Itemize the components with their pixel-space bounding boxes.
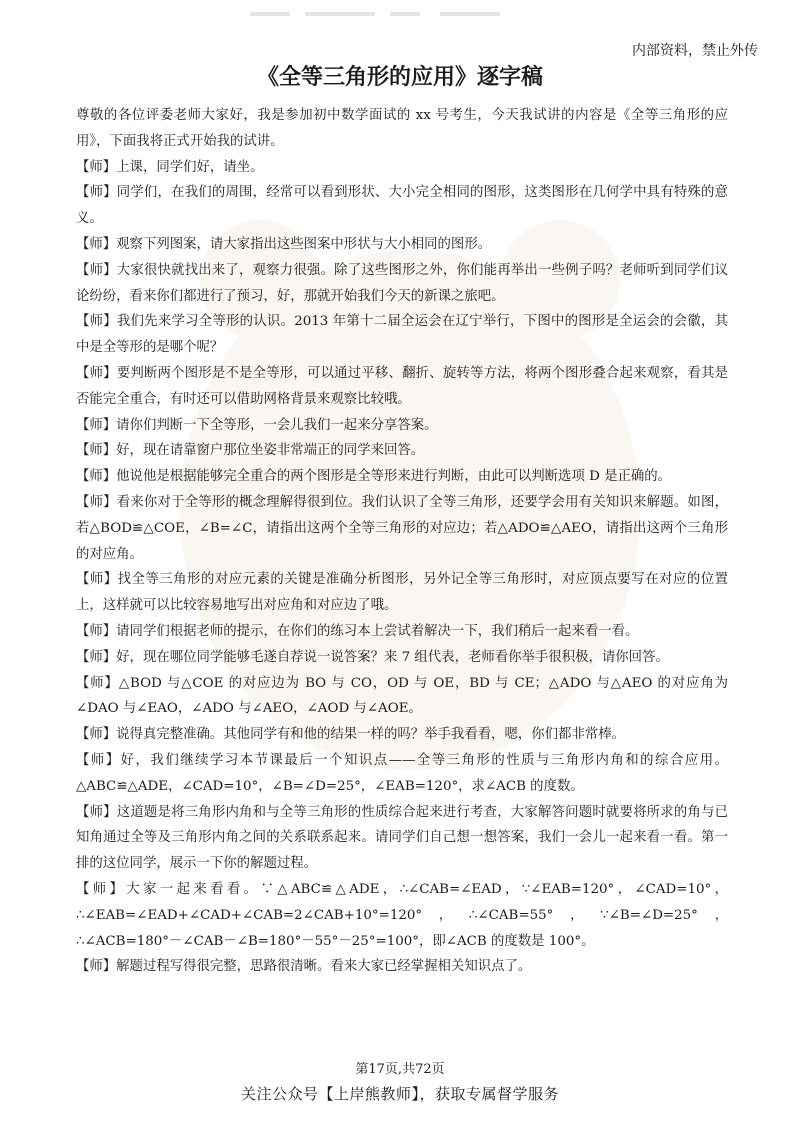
paragraph: 【师】解题过程写得很完整，思路很清晰。看来大家已经掌握相关知识点了。 (76, 959, 532, 975)
paragraph: 【师】我们先来学习全等形的认识。2013 年第十二届全运会在辽宁举行，下图中的图形是全运会的会徽，其中是全等形的是哪个呢？ (76, 314, 728, 356)
page-number: 第17页,共72页 (355, 1062, 445, 1077)
top-scan-marks (250, 10, 550, 18)
paragraph: 尊敬的各位评委老师大家好，我是参加初中数学面试的 xx 号考生，今天我试讲的内容是《全等三角形的应用》，下面我将正式开始我的试讲。 (76, 108, 728, 149)
paragraph: 【师】要判断两个图形是不是全等形，可以通过平移、翻折、旋转等方法，将两个图形叠合起来观察，看其是否能完全重合，有时还可以借助网格背景来观察比较哦。 (76, 365, 728, 407)
paragraph: 【师】说得真完整准确。其他同学有和他的结果一样的吗？举手我看看，嗯，你们都非常棒。 (76, 727, 626, 743)
footer-promo: 关注公众号【上岸熊教师】，获取专属督学服务 (240, 1085, 559, 1103)
paragraph: 【师】看来你对于全等形的概念理解得很到位。我们认识了全等三角形，还要学会用有关知识来解题。如图，若△BOD≌△COE，∠B=∠C，请指出这两个全等三角形的对应边；若△ADO≌△AEO，请指出这两个三角形的对应角。 (76, 494, 728, 562)
transcript-body (76, 103, 728, 980)
internal-notice: 内部资料，禁止外传 (632, 43, 758, 59)
paragraph: 【师】好，我们继续学习本节课最后一个知识点——全等三角形的性质与三角形内角和的综合应用。△ABC≌△ADE，∠CAD=10°，∠B=∠D=25°，∠EAB=120°，求∠ACB 的度数。 (76, 752, 728, 794)
paragraph: 【师】请同学们根据老师的提示，在你们的练习本上尝试着解决一下，我们稍后一起来看一看。 (76, 623, 639, 639)
paragraph: 【师】他说他是根据能够完全重合的两个图形是全等形来进行判断，由此可以判断选项 D 是正确的。 (76, 469, 672, 485)
paragraph: 【师】好，现在哪位同学能够毛遂自荐说一说答案？来 7 组代表，老师看你举手很积极，请你回答。 (76, 649, 669, 665)
paragraph: 【师】请你们判断一下全等形，一会儿我们一起来分享答案。 (76, 417, 438, 433)
paragraph: 【师】上课，同学们好，请坐。 (76, 159, 264, 175)
paragraph: 【师】观察下列图案，请大家指出这些图案中形状与大小相同的图形。 (76, 236, 492, 252)
paragraph: 【师】好，现在请靠窗户那位坐姿非常端正的同学来回答。 (76, 443, 425, 459)
paragraph: 【师】找全等三角形的对应元素的关键是准确分析图形，另外记全等三角形时，对应顶点要写在对应的位置上，这样就可以比较容易地写出对应角和对应边了哦。 (76, 572, 728, 614)
page-title: 《全等三角形的应用》逐字稿 (256, 65, 543, 90)
paragraph: 【师】大家一起来看看。∵△ABC≌△ADE，∴∠CAB=∠EAD，∵∠EAB=120°，∠CAD=10°，∴∠EAB=∠EAD+∠CAD+∠CAB=2∠CAB+10°=120°，∴∠CAB=55°，∵∠B=∠D=25°，∴∠ACB=180°－∠CAB－∠B=180°－55°－25°=100°，即∠ACB 的度数是 100°。 (76, 881, 728, 949)
paragraph: 【师】这道题是将三角形内角和与全等三角形的性质综合起来进行考查，大家解答问题时就要将所求的角与已知角通过全等及三角形内角之间的关系联系起来。请同学们自己想一想答案，我们一会儿一起来看一看。第一排的这位同学，展示一下你的解题过程。 (76, 804, 728, 872)
paragraph: 【师】同学们，在我们的周围，经常可以看到形状、大小完全相同的图形，这类图形在几何学中具有特殊的意义。 (76, 185, 728, 227)
paragraph: 【师】△BOD 与△COE 的对应边为 BO 与 CO，OD 与 OE，BD 与 CE；△ADO 与△AEO 的对应角为∠DAO 与∠EAO，∠ADO 与∠AEO，∠AOD 与∠AOE。 (76, 675, 728, 717)
paragraph: 【师】大家很快就找出来了，观察力很强。除了这些图形之外，你们能再举出一些例子吗？老师听到同学们议论纷纷，看来你们都进行了预习，好，那就开始我们今天的新课之旅吧。 (76, 262, 728, 304)
